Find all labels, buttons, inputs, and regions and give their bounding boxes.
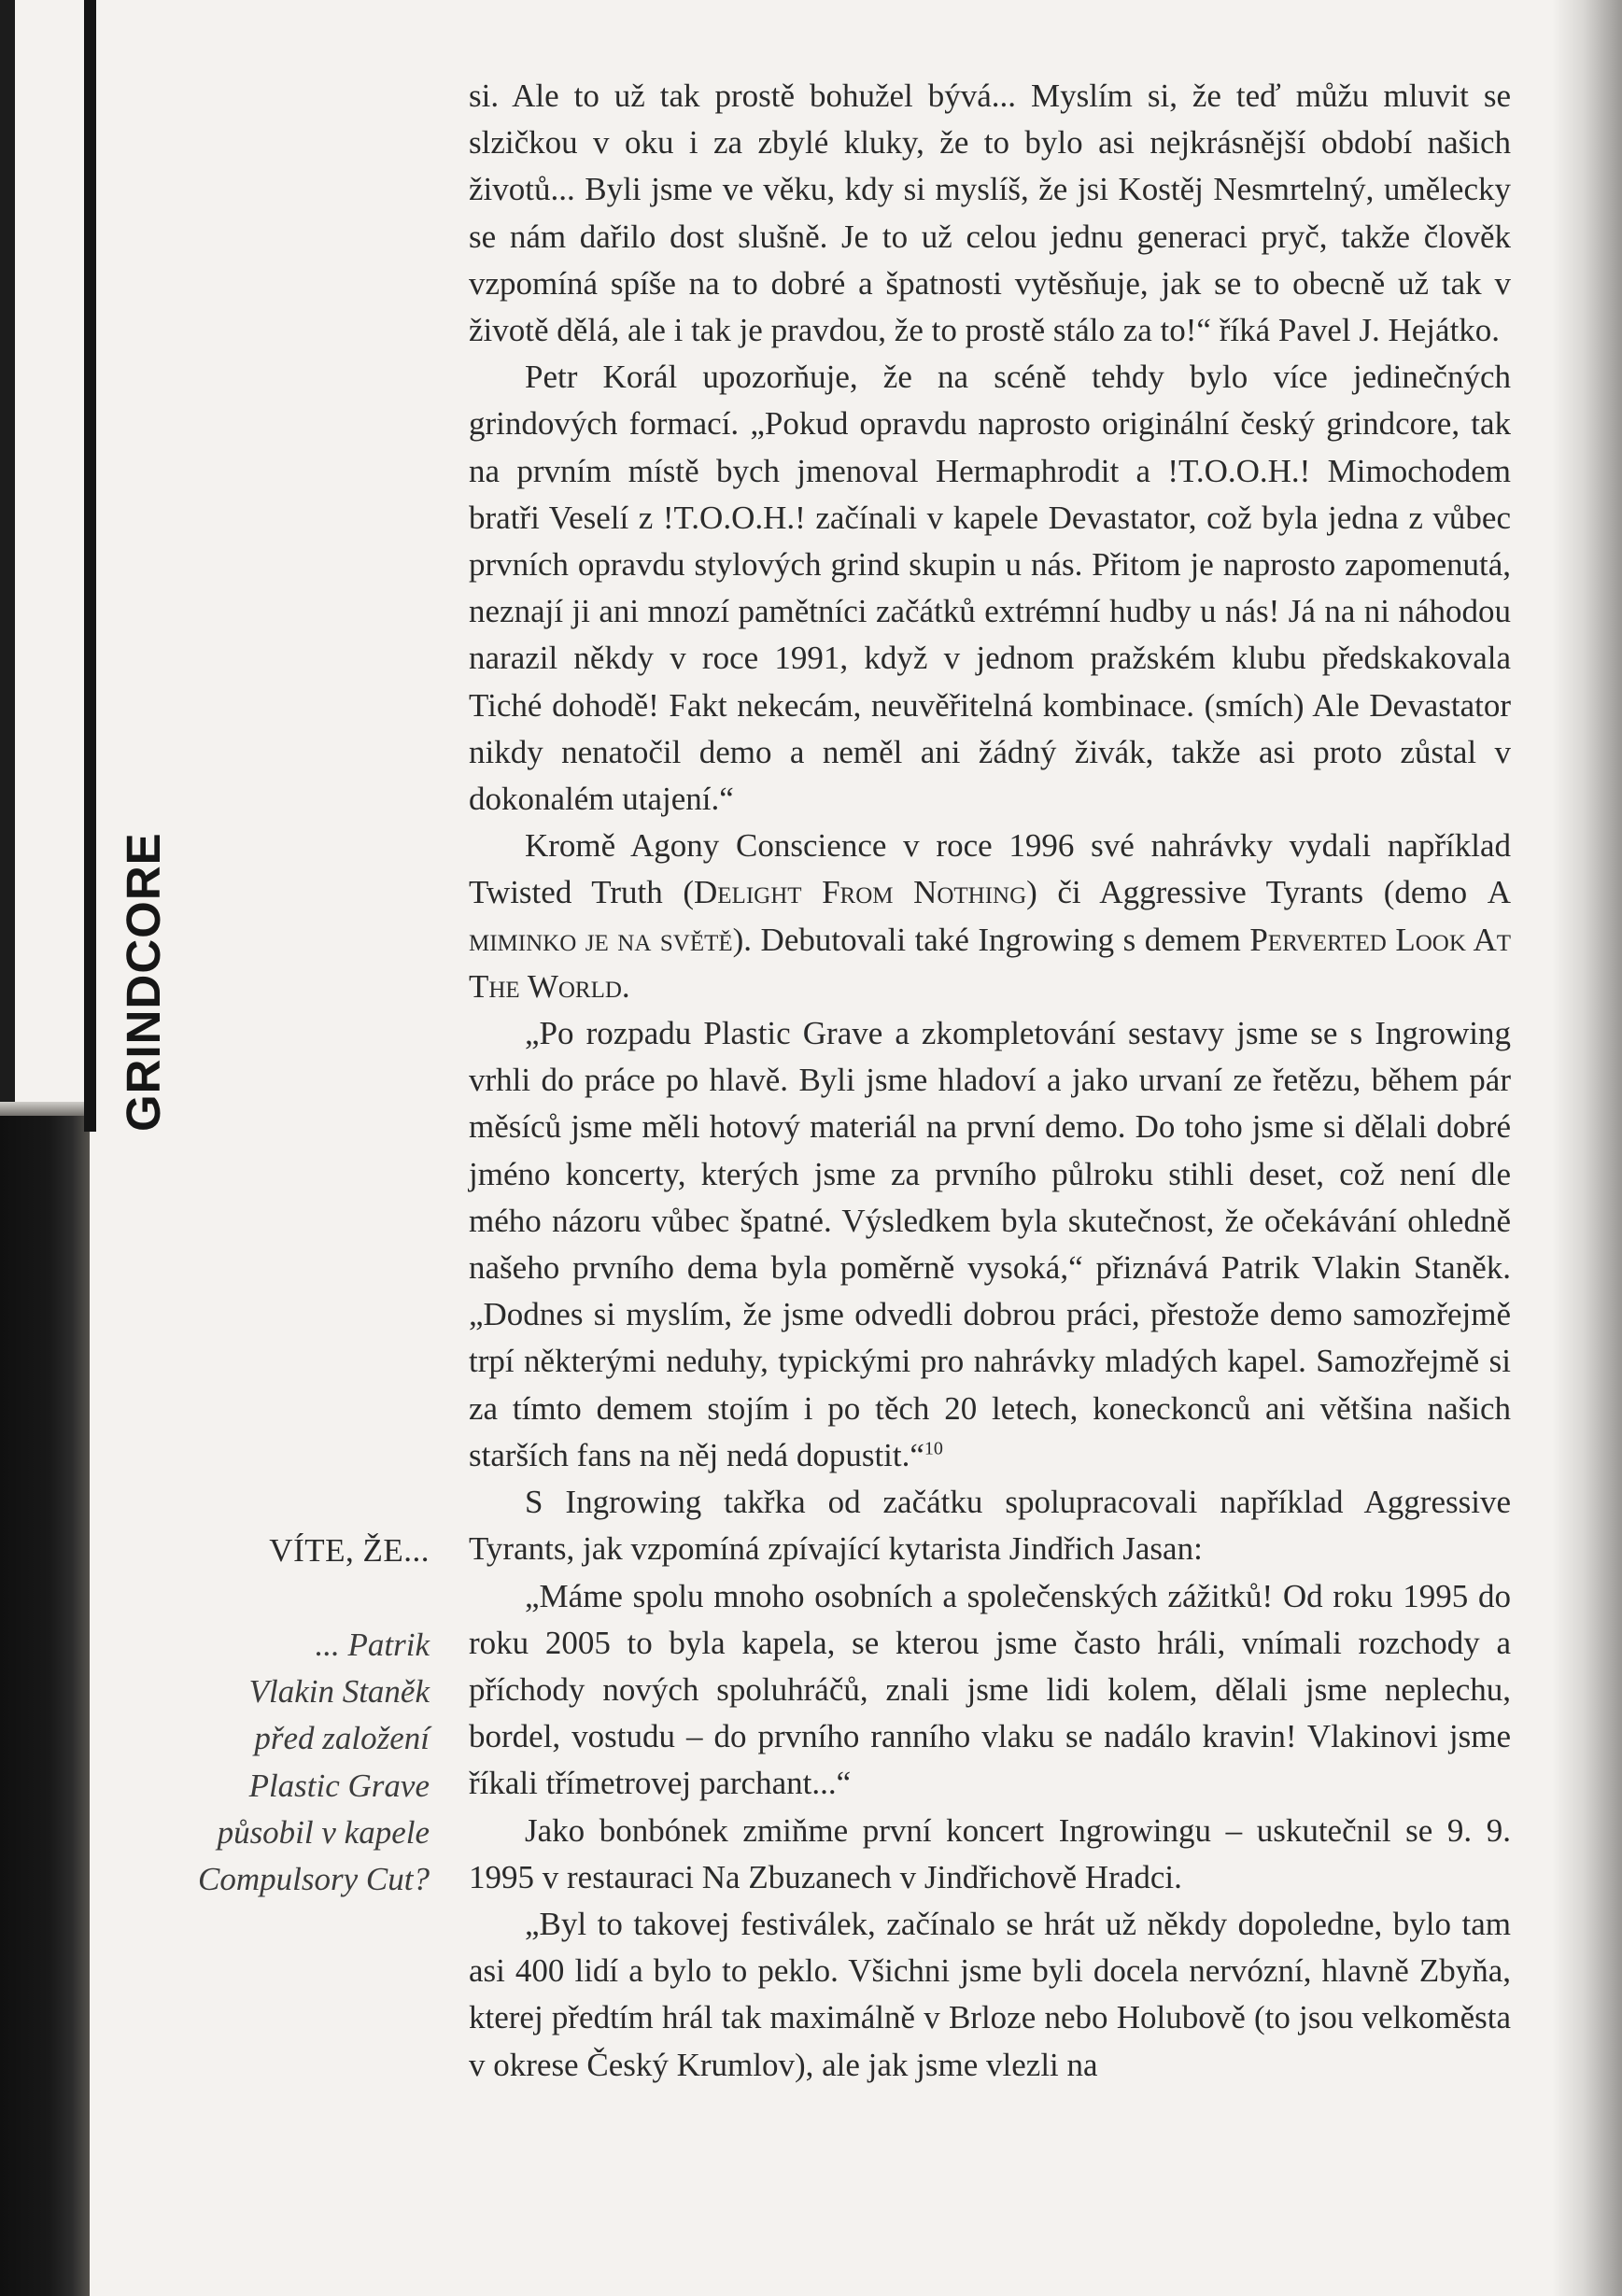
sidebar-line: Vlakin Staněk: [248, 1673, 430, 1711]
release-title: A miminko je na světě: [469, 874, 1511, 958]
release-title: Perverted Look At The World: [469, 921, 1511, 1005]
sidebar-line: Compulsory Cut?: [198, 1861, 430, 1898]
paragraph: „Byl to takovej festiválek, začínalo se hrát už někdy dopoledne, bylo tam asi 400 lidí a bylo to peklo. Všichni jsme byli docela nervózní, hlavně Zbyňa, kterej předtím hrál tak maximálně v Brloze nebo Holubově (to jsou velkoměsta v okrese Český Krumlov), ale jak jsme vlezli na: [469, 1905, 1511, 2083]
section-label: GRINDCORE: [117, 832, 170, 1132]
book-spine-shadow: [0, 1116, 90, 2296]
sidebar-line: ... Patrik: [315, 1627, 430, 1663]
section-bar: [84, 0, 96, 1132]
sidebar-line: Plastic Grave: [248, 1767, 430, 1804]
text-run: ). Debutovali také Ingrowing s demem: [732, 921, 1250, 958]
footnote-marker: 10: [924, 1438, 943, 1459]
paragraph: [469, 1010, 1511, 1479]
text-run: „Po rozpadu Plastic Grave a zkompletování sestavy jsme se s Ingrowing vrhli do práce po hlavě. Byli jsme hladoví a jako urvaní ze řetězu, během pár měsíců jsme měli hotový materiál na první demo. Do toho jsme si dělali dobré jméno koncerty, kterých jsme za prvního půlroku stihli deset, což není dle mého názoru vůbec špatné. Výsledkem byla skutečnost, že očekávání ohledně našeho prvního dema byla poměrně vysoká,“ přiznává Patrik Vlakin Staněk. „Dodnes si myslím, že jsme odvedli dobrou práci, přestože demo samozřejmě trpí některými neduhy, typickými pro nahrávky mladých kapel. Samozřejmě si za tímto demem stojím i po těch 20 letech, koneckonců ani většina našich starších fans na něj nedá dopustit.“: [469, 1015, 1511, 1473]
paragraph: si. Ale to už tak prostě bohužel bývá... Myslím si, že teď můžu mluvit se slzičkou v oku i za zbylé kluky, že to bylo asi nejkrásnější období našich životů... Byli jsme ve věku, kdy si myslíš, že jsi Kostěj Nesmrtelný, umělecky se nám dařilo dost slušně. Je to už celou jednu generaci pryč, takže člověk vzpomíná spíše na to dobré a špatnosti vytěsňuje, jak se to obecně už tak v životě dělá, ale i tak je pravdou, že to prostě stálo za to!“ říká Pavel J. Hejátko.: [469, 77, 1511, 349]
text-run: Kromě Agony Conscience v roce 1996 své nahrávky vydali například Twisted Truth (: [469, 827, 1511, 911]
paragraph: Petr Korál upozorňuje, že na scéně tehdy bylo více jedinečných grindových formací. „Pokud opravdu naprosto originální český grindcore, tak na prvním místě bych jmenoval Hermaphrodit a !T.O.O.H.! Mimochodem bratři Veselí z !T.O.O.H.! začínali v kapele Devastator, což byla jedna z vůbec prvních opravdu stylových grind skupin u nás. Přitom je naprosto zapomenutá, neznají ji ani mnozí pamětníci začátků extrémní hudby u nás! Já na ni náhodou narazil někdy v roce 1991, když v jednom pražském klubu předskakovala Tiché dohodě! Fakt nekecám, neuvěřitelná kombinace. (smích) Ale Devastator nikdy nenatočil demo a neměl ani žádný živák, takže asi proto zůstal v dokonalém utajení.“: [469, 359, 1511, 818]
release-title: Delight From Nothing: [694, 874, 1027, 911]
page-fold-shadow: [1552, 0, 1622, 2296]
text-run: .: [621, 967, 630, 1005]
sidebar-line: působil v kapele: [217, 1813, 430, 1851]
paragraph: Jako bonbónek zmiňme první koncert Ingrowingu – uskutečnil se 9. 9. 1995 v restauraci Na Zbuzanech v Jindřichově Hradci.: [469, 1811, 1511, 1895]
text-run: ) či Aggressive Tyrants (demo: [1026, 874, 1488, 911]
paragraph: „Máme spolu mnoho osobních a společenských zážitků! Od roku 1995 do roku 2005 to byla kapela, se kterou jsme často hráli, vnímali rozchody a příchody nových spoluhráčů, znali jsme lidi kolem, dělali jsme neplechu, bordel, vostudu – do prvního ranního vlaku se nadálo kravin! Vlakinovi jsme říkali třímetrovej parchant...“: [469, 1577, 1511, 1802]
paragraph: S Ingrowing takřka od začátku spolupracovali například Aggressive Tyrants, jak vzpomíná zpívající kytarista Jindřich Jasan:: [469, 1484, 1511, 1568]
paragraph: [469, 823, 1511, 1010]
sidebar-heading: VÍTE, ŽE...: [269, 1532, 430, 1569]
main-text: [469, 73, 1511, 2089]
sidebar-fact: [140, 1622, 430, 1903]
sidebar-line: před založení: [254, 1720, 430, 1757]
